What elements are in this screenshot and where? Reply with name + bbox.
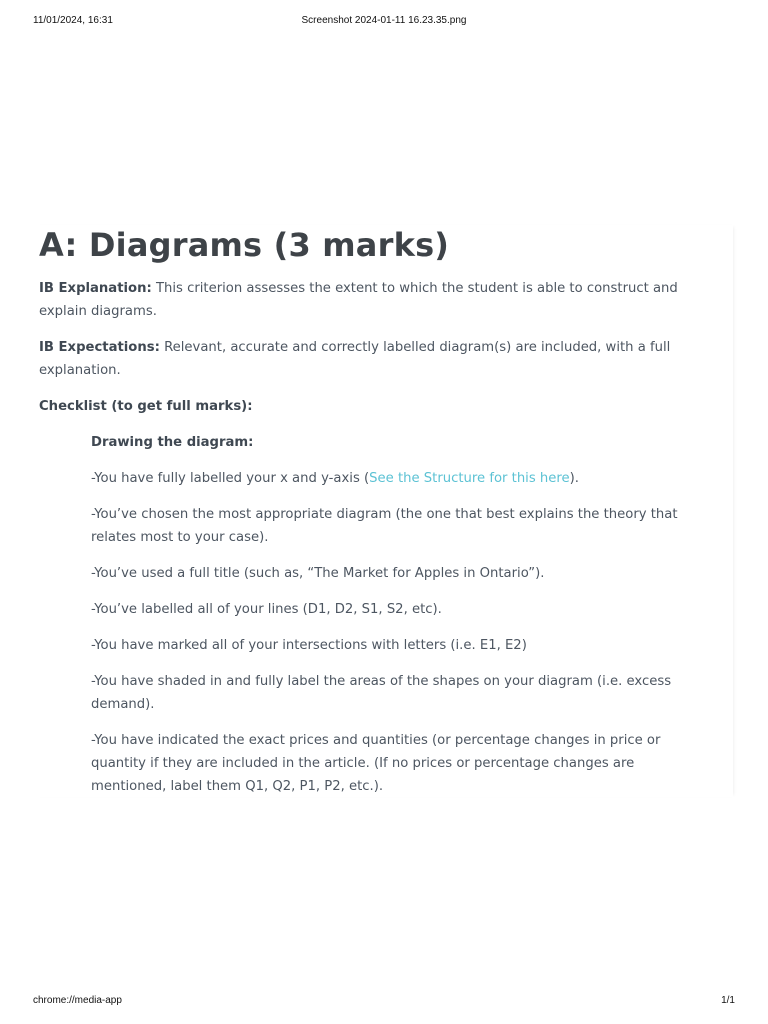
ib-explanation-text: This criterion assesses the extent to which the student is able to construct and explain diagrams.	[39, 281, 678, 319]
print-url: chrome://media-app	[33, 995, 122, 1006]
ib-expectations-text: Relevant, accurate and correctly labelled diagram(s) are included, with a full explanation.	[39, 340, 671, 378]
checklist-item: -You have marked all of your intersections with letters (i.e. E1, E2)	[91, 638, 527, 653]
checklist-item: -You have indicated the exact prices and quantities (or percentage changes in price or quantity if they are included in the article. (If no prices or percentage changes are mentioned, label them Q1, Q2, P1, P2, etc.).	[91, 733, 661, 794]
print-datetime: 11/01/2024, 16:31	[33, 15, 113, 26]
print-filename: Screenshot 2024-01-11 16.23.35.png	[301, 15, 467, 26]
axis-item-end: ).	[569, 471, 579, 486]
document-content	[33, 225, 733, 797]
ib-explanation	[39, 277, 704, 323]
print-header	[0, 15, 768, 29]
ib-expectations-label: IB Expectations:	[39, 340, 160, 355]
drawing-heading	[91, 431, 701, 454]
structure-link[interactable]: See the Structure for this here	[369, 471, 570, 486]
page-title: A: Diagrams (3 marks)	[39, 226, 450, 264]
checklist-heading	[39, 395, 704, 418]
drawing-heading-text: Drawing the diagram:	[91, 435, 254, 450]
checklist-item: -You’ve labelled all of your lines (D1, D2, S1, S2, etc).	[91, 602, 442, 617]
ib-expectations	[39, 336, 704, 382]
ib-explanation-label: IB Explanation:	[39, 281, 152, 296]
print-page-number: 1/1	[721, 995, 735, 1006]
checklist-item: -You’ve chosen the most appropriate diagram (the one that best explains the theory that relates most to your case).	[91, 507, 678, 545]
checklist-item: -You have shaded in and fully label the areas of the shapes on your diagram (i.e. excess demand).	[91, 674, 672, 712]
checklist-item: -You’ve used a full title (such as, “The Market for Apples in Ontario”).	[91, 566, 545, 581]
checklist-heading-text: Checklist (to get full marks):	[39, 399, 253, 414]
checklist-item-axis	[91, 467, 701, 490]
axis-item-text: -You have fully labelled your x and y-axis (	[91, 471, 370, 486]
print-footer	[0, 995, 768, 1009]
